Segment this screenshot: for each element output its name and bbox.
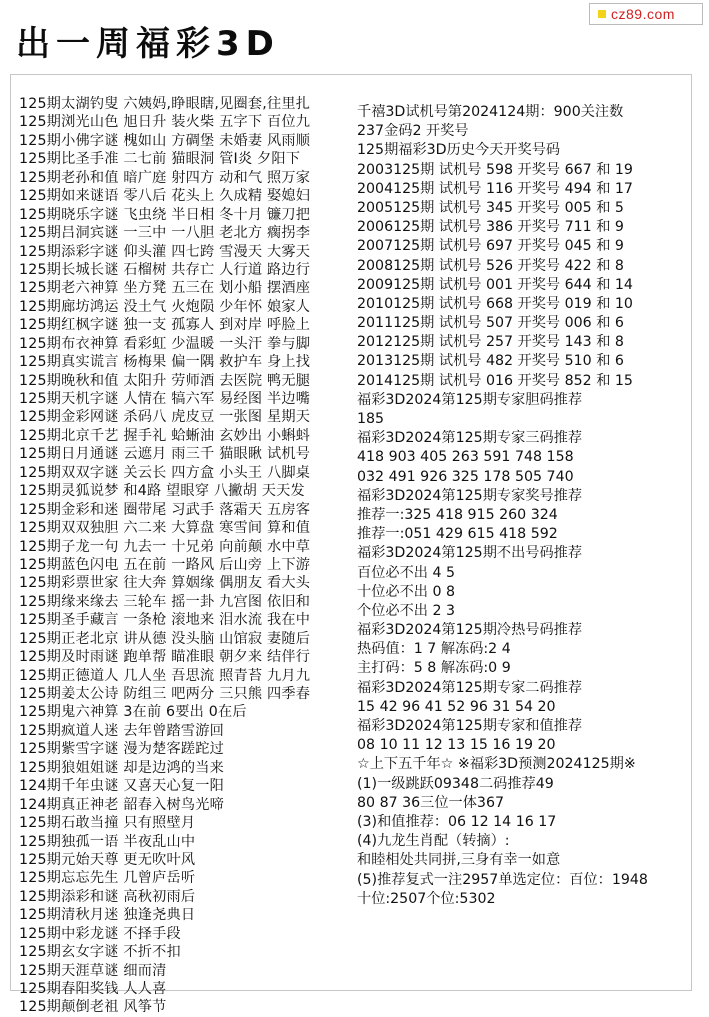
riddle-row: 125期石敢当撞 只有照壁月 <box>19 815 196 832</box>
recommendation-line: 福彩3D2024第125期冷热号码推荐 <box>357 622 583 639</box>
riddle-row: 125期吕洞宾谜 一三中 一八胆 老北方 瘸拐李 <box>19 225 311 242</box>
recommendation-line: 2005125期 试机号 345 开奖号 005 和 5 <box>357 199 624 216</box>
riddle-list <box>19 95 356 1017</box>
riddle-row: 124期真正神老 韶春入树鸟光啼 <box>19 796 225 813</box>
riddle-row: 125期廊坊鸿运 没土气 火炮陨 少年怀 娘家人 <box>19 298 311 315</box>
riddle-row: 125期双双独胆 六二来 大算盘 寒雪间 算和值 <box>19 520 311 537</box>
recommendation-line: 热码值：1 7 解冻码:2 4 <box>357 641 511 658</box>
riddle-row: 125期天涯草谜 细而清 <box>19 962 167 979</box>
riddle-row: 125期晚秋和值 太阳升 劳师酒 去医院 鸭无腿 <box>19 372 311 389</box>
riddle-row: 125期日月通谜 云遮月 雨三千 猫眼瞅 试机号 <box>19 446 311 463</box>
recommendation-line: 千禧3D试机号第2024124期：900关注数 <box>357 104 624 120</box>
recommendation-panel <box>357 103 687 909</box>
recommendation-line: 福彩3D2024第125期专家三码推荐 <box>357 430 583 447</box>
recommendation-line: 2010125期 试机号 668 开奖号 019 和 10 <box>357 295 633 312</box>
recommendation-line: 十位必不出 0 8 <box>357 583 456 600</box>
recommendation-line: 08 10 11 12 13 15 16 19 20 <box>357 737 556 754</box>
riddle-row: 125期独孤一语 半夜乱山中 <box>19 833 196 850</box>
riddle-row: 125期太湖钓叟 六姨妈,睁眼瞎,见圈套,往里扎 <box>19 96 311 112</box>
riddle-row: 125期正德道人 几人坐 吾思流 照青苔 九月九 <box>19 667 311 684</box>
riddle-row: 125期比圣手准 二七前 猫眼洞 管Ⅰ炎 夕阳下 <box>19 151 301 168</box>
riddle-row: 125期清秋月迷 独逢尧典日 <box>19 907 196 924</box>
recommendation-line: 2012125期 试机号 257 开奖号 143 和 8 <box>357 334 624 351</box>
recommendation-line: (1)一级跳跃09348二码推荐49 <box>357 775 554 792</box>
recommendation-line: 福彩3D2024第125期专家奖号推荐 <box>357 487 583 504</box>
riddle-row: 125期小佛字谜 槐如山 方碉堡 未婚妻 风雨顺 <box>19 132 311 149</box>
riddle-row: 125期鬼六神算 3在前 6要出 0在后 <box>19 704 247 721</box>
recommendation-line: 福彩3D2024第125期不出号码推荐 <box>357 545 583 562</box>
riddle-row: 125期晓乐字谜 飞虫绕 半日相 冬十月 镰刀把 <box>19 206 311 223</box>
riddle-row: 125期长城长谜 石榴树 共存亡 人行道 路边行 <box>19 261 311 278</box>
riddle-row: 125期元始天尊 更无吹叶风 <box>19 851 196 868</box>
riddle-row: 125期中彩龙谜 不择手段 <box>19 925 181 942</box>
recommendation-line: (3)和值推荐：06 12 14 16 17 <box>357 813 557 830</box>
riddle-row: 125期布衣神算 看彩虹 少温暖 一头汗 拳与脚 <box>19 335 311 352</box>
riddle-row: 125期浏光山色 旭日升 装火柴 五字下 百位九 <box>19 114 311 131</box>
riddle-row: 125期春阳奖钱 人人喜 <box>19 981 167 997</box>
recommendation-line: (5)推荐复式一注2957单选定位：百位：1948 <box>357 871 648 888</box>
riddle-row: 125期老孙和值 暗广庭 射四方 动和气 照万家 <box>19 169 311 186</box>
recommendation-line: 2006125期 试机号 386 开奖号 711 和 9 <box>357 219 624 236</box>
recommendation-line: 15 42 96 41 52 96 31 54 20 <box>357 698 556 715</box>
recommendation-line: 2013125期 试机号 482 开奖号 510 和 6 <box>357 353 624 370</box>
content-frame <box>10 74 692 1016</box>
riddle-row: 125期真实谎言 杨梅果 偏一隅 救护车 身上找 <box>19 354 311 371</box>
recommendation-line: 福彩3D2024第125期专家和值推荐 <box>357 718 583 734</box>
riddle-row: 125期蓝色闪电 五在前 一路风 后山旁 上下游 <box>19 556 311 573</box>
riddle-row: 125期金彩网谜 杀码八 虎皮豆 一张图 星期天 <box>19 409 311 426</box>
riddle-row: 125期圣手藏言 一条枪 滚地来 泪水流 我在中 <box>19 612 311 629</box>
riddle-row: 125期疯道人迷 去年曾踏雪游回 <box>19 722 225 739</box>
site-badge[interactable] <box>589 3 703 25</box>
riddle-row: 125期缘来缘去 三轮车 摇一卦 九宫图 依旧和 <box>19 593 311 610</box>
badge-square-icon <box>598 10 606 18</box>
recommendation-line: 2011125期 试机号 507 开奖号 006 和 6 <box>357 315 624 332</box>
recommendation-line: 032 491 926 325 178 505 740 <box>357 468 574 485</box>
recommendation-line: 2004125期 试机号 116 开奖号 494 和 17 <box>357 180 633 197</box>
recommendation-line: 2003125期 试机号 598 开奖号 667 和 19 <box>357 161 633 178</box>
recommendation-line: 80 87 36三位一体367 <box>357 794 505 811</box>
riddle-row: 125期及时雨谜 跑单帮 瞄准眼 朝夕来 结伴行 <box>19 649 311 666</box>
recommendation-line: 福彩3D2024第125期专家二码推荐 <box>357 679 583 696</box>
recommendation-line: 福彩3D2024第125期专家胆码推荐 <box>357 391 583 408</box>
recommendation-line: 237金码2 开奖号 <box>357 123 469 140</box>
recommendation-line: 百位必不出 4 5 <box>357 564 456 581</box>
riddle-row: 124期千年虫谜 又喜天心复一阳 <box>19 778 225 795</box>
riddle-row: 125期玄女字谜 不折不扣 <box>19 944 181 961</box>
riddle-row: 125期正老北京 讲从德 没头脑 山馆寂 妻随后 <box>19 630 311 647</box>
recommendation-line: 2009125期 试机号 001 开奖号 644 和 14 <box>357 276 633 293</box>
riddle-row: 125期金彩和迷 圈带尾 习武手 落霜天 五房客 <box>19 501 311 518</box>
riddle-row: 125期如来谜语 零八后 花头上 久成精 娶媳妇 <box>19 188 311 205</box>
riddle-row: 125期姜太公诗 防组三 吧两分 三只熊 四季春 <box>19 686 311 702</box>
recommendation-line: 十位:2507个位:5302 <box>357 890 496 907</box>
recommendation-line: 2014125期 试机号 016 开奖号 852 和 15 <box>357 372 633 389</box>
riddle-row: 125期添彩字谜 仰头灌 四七跨 雪漫天 大雾天 <box>19 243 311 260</box>
recommendation-line: 主打码：5 8 解冻码:0 9 <box>357 660 511 677</box>
riddle-row: 125期颠倒老祖 风筝节 <box>19 999 167 1016</box>
riddle-row: 125期忘忘先生 几曾庐岳听 <box>19 870 196 887</box>
riddle-row: 125期北京千艺 握手礼 蛤蜥油 玄妙出 小蝌蚪 <box>19 427 311 444</box>
recommendation-line: 125期福彩3D历史今天开奖号码 <box>357 142 561 159</box>
recommendation-line: 推荐一:325 418 915 260 324 <box>357 506 558 523</box>
riddle-row: 125期老六神算 坐方凳 五三在 划小船 摆酒座 <box>19 280 311 297</box>
recommendation-line: 418 903 405 263 591 748 158 <box>357 449 574 466</box>
recommendation-line: (4)九龙生肖配（转摘）: <box>357 833 510 850</box>
riddle-row: 125期子龙一句 九去一 十兄弟 向前颠 水中草 <box>19 538 311 555</box>
riddle-row: 125期天机字谜 人情在 犒六军 易经图 半边嘴 <box>19 391 311 407</box>
recommendation-line: 2008125期 试机号 526 开奖号 422 和 8 <box>357 257 624 274</box>
riddle-row: 125期狼姐姐谜 却是边鸿的当来 <box>19 759 225 776</box>
recommendation-line: ☆上下五千年☆ ※福彩3D预测2024125期※ <box>357 756 636 773</box>
riddle-row: 125期添彩和谜 高秋初雨后 <box>19 888 196 905</box>
riddle-row: 125期彩票世家 往大奔 算姻缘 偶朋友 看大头 <box>19 575 311 592</box>
recommendation-line: 个位必不出 2 3 <box>357 602 456 619</box>
riddle-row: 125期紫雪字谜 漫为楚客蹉跎过 <box>19 741 225 758</box>
page-banner-title: 出一周福彩3D <box>16 24 280 64</box>
recommendation-line: 推荐一:051 429 615 418 592 <box>357 526 558 543</box>
riddle-row: 125期灵狐说梦 和4路 望眼穿 八撇胡 天天发 <box>19 483 305 500</box>
site-badge-label: cz89.com <box>611 6 675 22</box>
recommendation-line: 185 <box>357 411 385 427</box>
recommendation-line: 2007125期 试机号 697 开奖号 045 和 9 <box>357 238 624 255</box>
riddle-row: 125期双双字谜 关云长 四方盒 小头王 八脚桌 <box>19 464 311 481</box>
recommendation-line: 和睦相处共同拼,三身有幸一如意 <box>357 852 561 869</box>
riddle-row: 125期红枫字谜 独一支 孤寡人 到对岸 呼脸上 <box>19 317 311 334</box>
